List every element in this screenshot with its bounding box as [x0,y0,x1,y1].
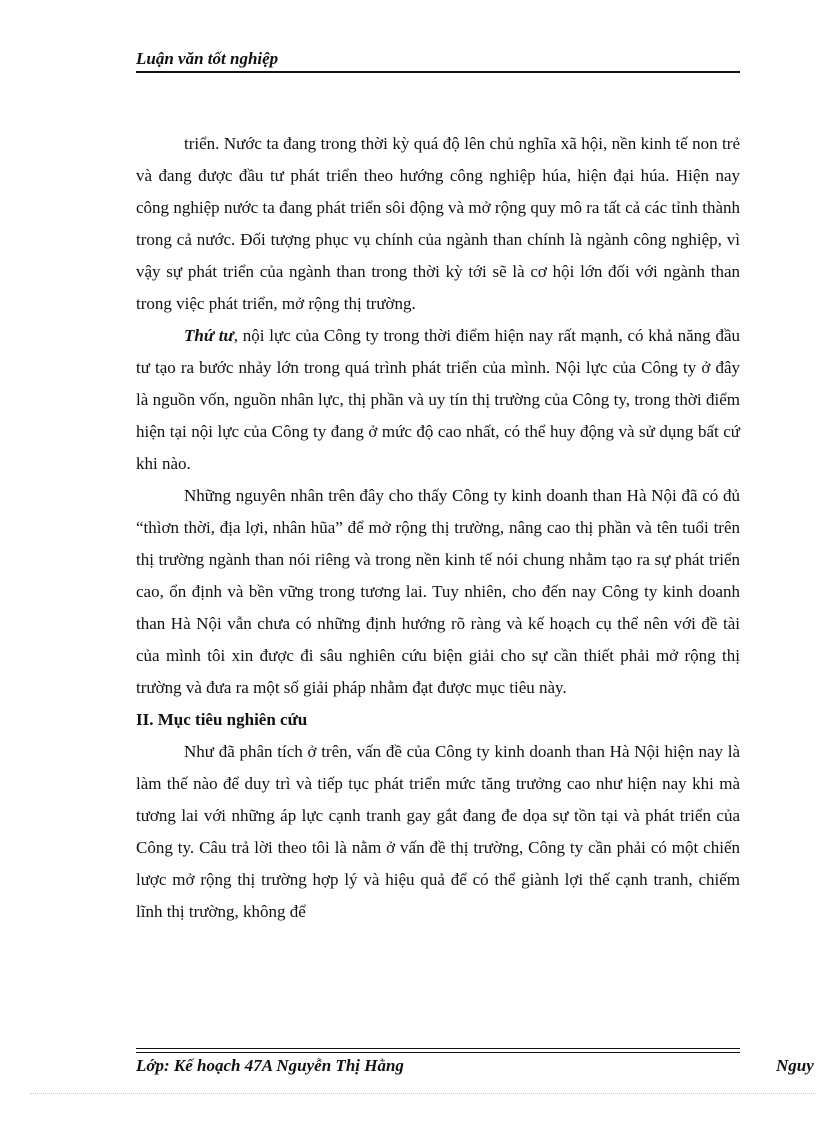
header-title: Luận văn tốt nghiệp [136,49,279,68]
footer-left: Lớp: Kế hoạch 47A Nguyễn Thị Hằng [136,1056,404,1075]
footer-rule [136,1048,740,1053]
page-header [136,48,740,73]
page-footer [136,1055,816,1077]
paragraph-4: Như đã phân tích ở trên, vấn đề của Công ty kinh doanh than Hà Nội hiện nay là làm thế nào để duy trì và tiếp tục phát triển mức tăng trưởng cao như hiện nay khi mà tương lai với những áp lực cạnh tranh gay gắt đang đe dọa sự tồn tại và phát triển của Công ty. Câu trả lời theo tôi là nằm ở vấn đề thị trường, Công ty cần phải có một chiến lược mở rộng thị trường hợp lý và hiệu quả để có thể giành lợi thế cạnh tranh, chiếm lĩnh thị trường, không để [136,742,740,921]
paragraph-3: Những nguyên nhân trên đây cho thấy Công ty kinh doanh than Hà Nội đã có đủ “thìơn thời, địa lợi, nhân hũa” để mở rộng thị trường, nâng cao thị phần và tên tuổi trên thị trường ngành than nói riêng và trong nền kinh tế nói chung nhằm tạo ra sự phát triển cao, ổn định và bền vững trong tương lai. Tuy nhiên, cho đến nay Công ty kinh doanh than Hà Nội vẫn chưa có những định hướng rõ ràng và kế hoạch cụ thể nên với đề tài của mình tôi xin được đi sâu nghiên cứu biện giải cho sự cần thiết phải mở rộng thị trường và đưa ra một số giải pháp nhằm đạt được mục tiêu này. [136,486,740,697]
paragraph-2-text: , nội lực của Công ty trong thời điểm hiện nay rất mạnh, có khả năng đầu tư tạo ra bước nhảy lớn trong quá trình phát triển của mình. Nội lực của Công ty ở đây là nguồn vốn, nguồn nhân lực, thị phần và uy tín thị trường của Công ty, trong thời điểm hiện tại nội lực của Công ty đang ở mức độ cao nhất, có thể huy động và sử dụng bất cứ khi nào. [136,326,740,473]
document-body [136,128,740,928]
footer-right: Nguy [776,1056,814,1075]
paragraph-2 [136,320,740,480]
section-heading: II. Mục tiêu nghiên cứu [136,710,308,729]
paragraph-2-lead: Thứ tư [184,326,234,345]
paragraph-1: triển. Nước ta đang trong thời kỳ quá độ lên chủ nghĩa xã hội, nền kinh tế non trẻ và đang được đầu tư phát triển theo hướng công nghiệp húa, hiện đại húa. Hiện nay công nghiệp nước ta đang phát triển sôi động và mở rộng quy mô ra tất cả các tỉnh thành trong cả nước. Đối tượng phục vụ chính của ngành than chính là ngành công nghiệp, vì vậy sự phát triển của ngành than trong thời kỳ tới sẽ là cơ hội lớn đối với ngành than trong việc phát triển, mở rộng thị trường. [136,134,740,313]
page-bottom-divider [30,1093,816,1094]
